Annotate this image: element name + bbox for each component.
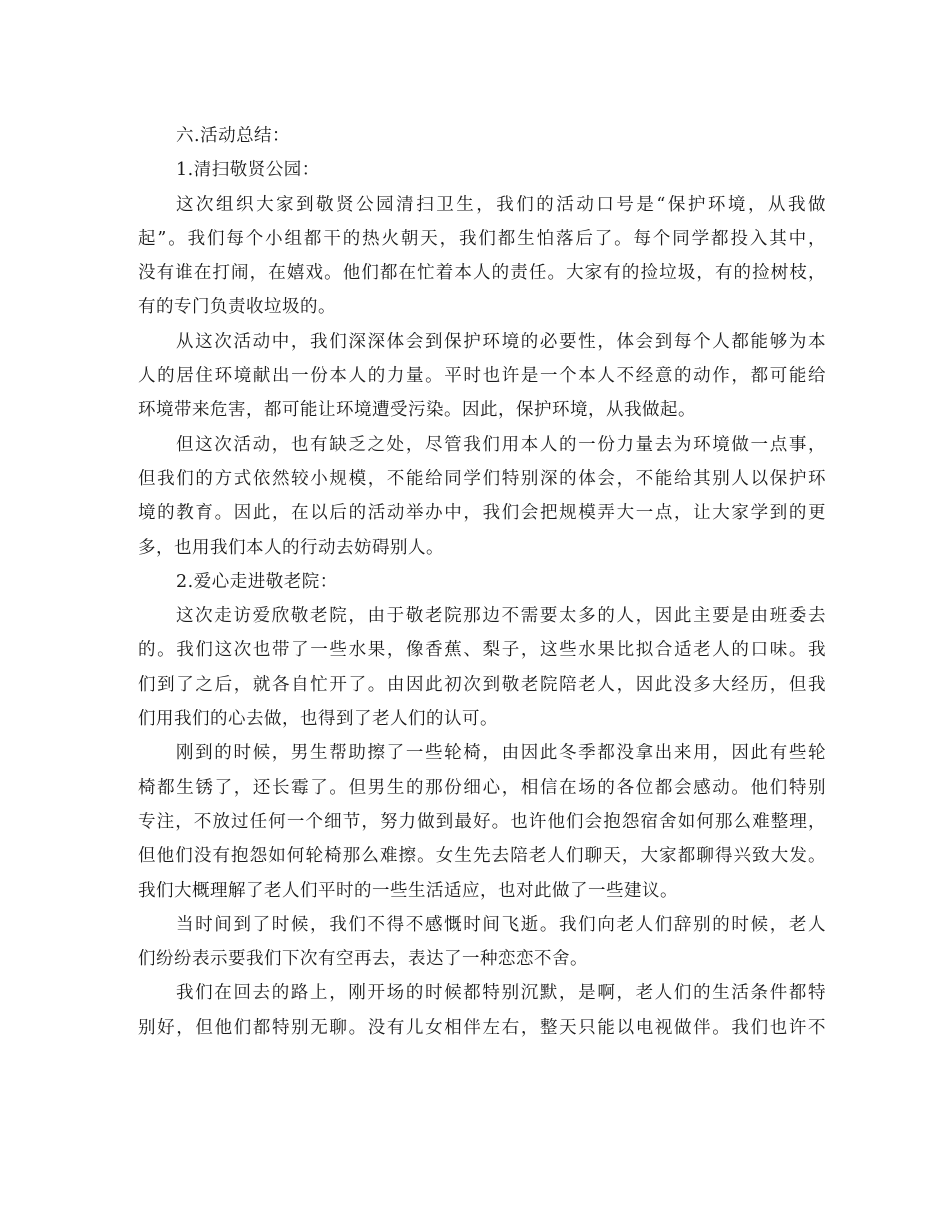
text-line: 六.活动总结： [176,126,291,146]
text-line: 环境带来危害，都可能让环境遭受污染。因此，保护环境，从我做起。 [138,400,696,421]
text-line: 的。我们这次也带了一些水果，像香蕉、梨子，这些水果比拟合适老人的口味。我 [138,640,826,661]
text-line: 我们在回去的路上，刚开场的时候都特别沉默，是啊，老人们的生活条件都特 [176,983,826,1004]
text-line: 有的专门负责收垃圾的。 [138,297,336,318]
text-line: 们到了之后，就各自忙开了。由因此初次到敬老院陪老人，因此没多大经历，但我 [138,674,826,695]
text-line: 2.爱心走进敬老院： [176,571,338,592]
document-body [138,119,826,1045]
text-line: 人的居住环境献出一份本人的力量。平时也许是一个本人不经意的动作，都可能给 [138,366,826,387]
text-line: 但这次活动，也有缺乏之处，尽管我们用本人的一份力量去为环境做一点事， [176,434,826,455]
text-line: 1.清扫敬贤公园： [176,160,320,181]
text-line: 我们大概理解了老人们平时的一些生活适应，也对此做了一些建议。 [138,880,678,901]
text-line: 们用我们的心去做，也得到了老人们的认可。 [138,709,498,730]
text-line: 椅都生锈了，还长霉了。但男生的那份细心，相信在场的各位都会感动。他们特别 [138,777,826,798]
text-line: 从这次活动中，我们深深体会到保护环境的必要性，体会到每个人都能够为本 [176,331,826,352]
text-line: 刚到的时候，男生帮助擦了一些轮椅，由因此冬季都没拿出来用，因此有些轮 [176,743,826,764]
text-line: 这次走访爱欣敬老院，由于敬老院那边不需要太多的人，因此主要是由班委去 [176,606,826,627]
text-line: 多，也用我们本人的行动去妨碍别人。 [138,537,444,558]
text-line: 境的教育。因此，在以后的活动举办中，我们会把规模弄大一点，让大家学到的更 [138,503,826,524]
text-line: 这次组织大家到敬贤公园清扫卫生，我们的活动口号是“保护环境，从我做 [176,194,826,215]
text-line: 起”。我们每个小组都干的热火朝天，我们都生怕落后了。每个同学都投入其中， [138,228,826,249]
text-line: 们纷纷表示要我们下次有空再去，表达了一种恋恋不舍。 [138,949,588,970]
text-line: 别好，但他们都特别无聊。没有儿女相伴左右，整天只能以电视做伴。我们也许不 [138,1017,826,1038]
text-line: 专注，不放过任何一个细节，努力做到最好。也许他们会抱怨宿舍如何那么难整理， [138,811,826,832]
text-line: 没有谁在打闹，在嬉戏。他们都在忙着本人的责任。大家有的捡垃圾，有的捡树枝， [138,263,826,284]
text-line: 但他们没有抱怨如何轮椅那么难擦。女生先去陪老人们聊天，大家都聊得兴致大发。 [138,846,826,867]
text-line: 当时间到了时候，我们不得不感慨时间飞逝。我们向老人们辞别的时候，老人 [176,914,826,935]
text-line: 但我们的方式依然较小规模，不能给同学们特别深的体会，不能给其别人以保护环 [138,468,826,489]
